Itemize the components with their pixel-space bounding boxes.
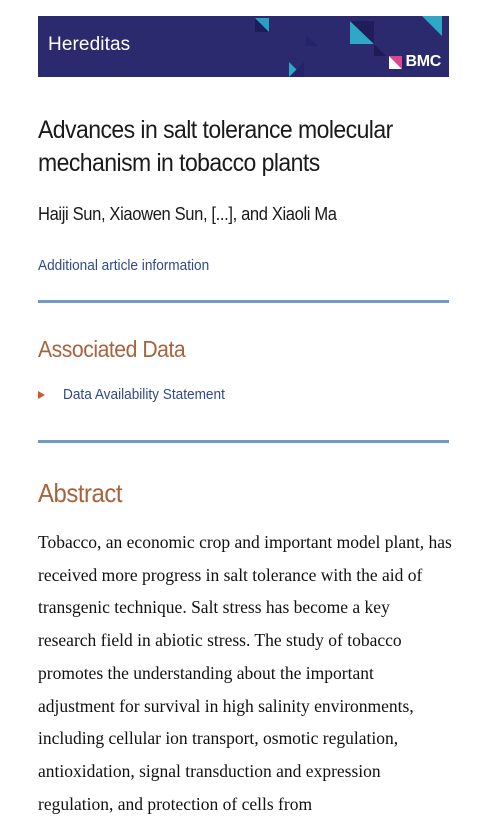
abstract-text: Tobacco, an economic crop and important model plant, has received more progress in salt tolerance with the aid of transgenic technique. Salt stress has become a key research field in abiotic stress. The study of tobacco promotes the understanding about the important adjustment for survival in high salinity environments, including cellular ion transport, osmotic regulation, antioxidation, signal transduction and expression regulation, and protection of cells from bbox=[38, 532, 452, 814]
additional-article-info-link[interactable]: Additional article information bbox=[38, 258, 210, 274]
abstract-heading: Abstract bbox=[38, 478, 123, 508]
journal-banner[interactable] bbox=[38, 16, 449, 77]
triangle-right-glyph bbox=[38, 391, 45, 399]
article-page bbox=[38, 16, 452, 838]
data-availability-statement-link[interactable]: Data Availability Statement bbox=[63, 387, 225, 403]
journal-name: Hereditas bbox=[48, 34, 131, 55]
section-divider bbox=[38, 440, 449, 443]
triangle-right-icon[interactable] bbox=[38, 388, 63, 402]
publisher-name: BMC bbox=[405, 53, 441, 70]
data-availability-item[interactable] bbox=[38, 387, 449, 403]
article-title: Advances in salt tolerance molecular mechanism in tobacco plants bbox=[38, 116, 393, 177]
bmc-logo-icon bbox=[389, 56, 402, 69]
associated-data-heading: Associated Data bbox=[38, 336, 186, 362]
author-list[interactable]: Haiji Sun, Xiaowen Sun, [...], and Xiaoli Ma bbox=[38, 204, 337, 224]
publisher-logo bbox=[389, 53, 441, 71]
section-divider bbox=[38, 300, 449, 303]
